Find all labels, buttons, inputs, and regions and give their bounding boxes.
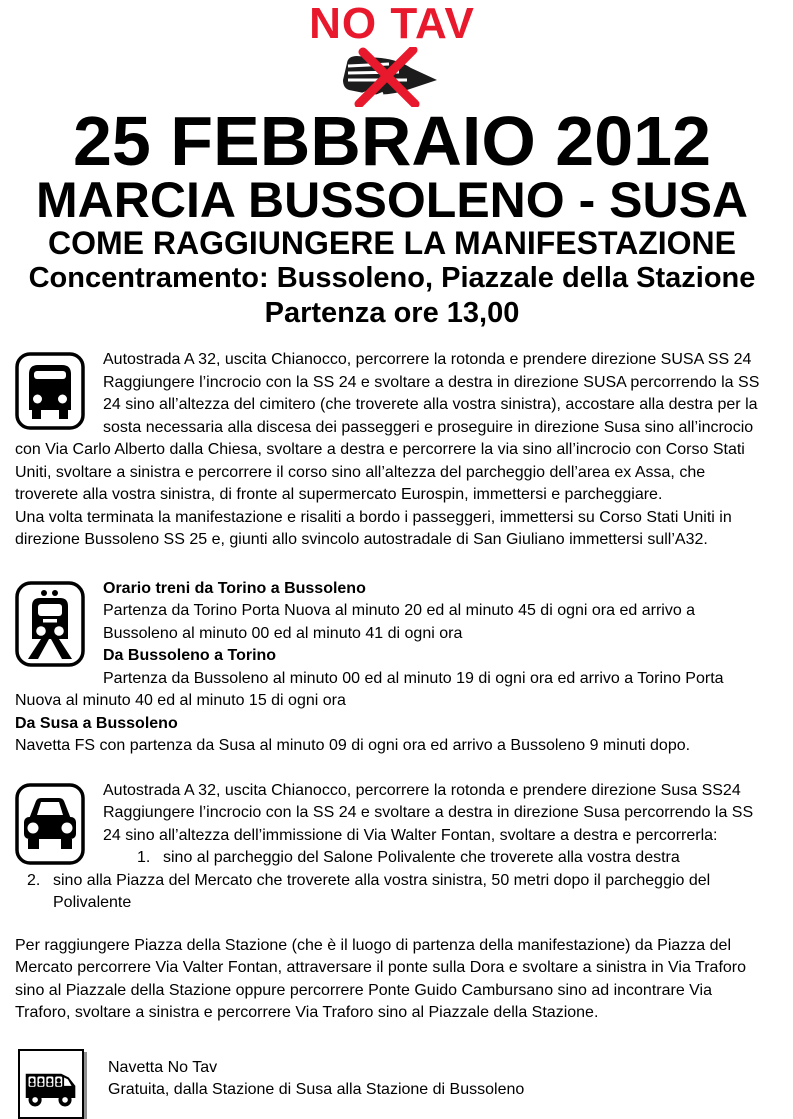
train-heading-bussoleno-torino: Da Bussoleno a Torino [103,647,277,664]
car-directions-paragraph: Autostrada A 32, uscita Chianocco, percorrere la rotonda e prendere direzione Susa SS24 Raggiungere l’incrocio con la SS 24 e svoltare a destra in direzione Susa percorrendo la SS 24 sino all’altezza dell’immissione di Via Walter Fontan, svoltare a destra e percorrerla: [103,781,754,844]
shuttle-info-line: Gratuita, dalla Stazione di Susa alla Stazione di Bussoleno [108,1081,525,1098]
car-icon [15,783,85,865]
bus-icon [15,352,85,430]
bus-directions-paragraph-1: Autostrada A 32, uscita Chianocco, percorrere la rotonda e prendere direzione SUSA SS 24 Raggiungere l’incrocio con la SS 24 e svoltare a destra in direzione SUSA percorrendo la SS 24 sino all’altezza del cimitero (che troverete alla vostra sinistra), accostare alla destra per la sosta necessaria alla discesa dei passeggeri e proseguire in direzione Susa sino all’incrocio con Via Carlo Alberto dalla Chiesa, svoltare a destra e percorrere la via sino all’incrocio con Corso Stati Uniti, svoltare a sinistra e percorrere il corso sino all’altezza del parcheggio dell’area ex Assa, che troverete alla vostra sinistra, di fronte al supermercato Eurospin, immettersi e parcheggiare. [15,351,760,503]
car-list-item-2-text: sino alla Piazza del Mercato che troverete alla vostra sinistra, 50 metri dopo il parcheggio del Polivalente [53,871,711,911]
no-tav-title: NO TAV [309,0,475,48]
departure-time-line: Partenza ore 13,00 [264,297,520,329]
bus-section [15,349,769,552]
train-icon [15,581,85,667]
car-list-item-1-text: sino al parcheggio del Salone Polivalente che troverete alla vostra destra [163,849,680,866]
car-list-item-1 [103,847,769,870]
date-title: 25 FEBBRAIO 2012 [72,102,712,180]
train-paragraph-torino-bussoleno: Partenza da Torino Porta Nuova al minuto 20 ed al minuto 45 di ogni ora ed arrivo a Bussoleno al minuto 00 ed al minuto 41 di ogni ora [103,602,696,642]
train-heading-torino-bussoleno: Orario treni da Torino a Bussoleno [103,579,366,597]
shuttle-name-line: Navetta No Tav [108,1058,218,1076]
car-section [15,780,769,915]
no-tav-crossed-train-icon [15,47,769,107]
march-title: MARCIA BUSSOLENO - SUSA [35,172,749,228]
car-list-item-2-number: 2. [27,871,41,889]
car-list-item-1-number: 1. [137,849,151,866]
train-section [15,578,769,758]
meeting-point-line: Concentramento: Bussoleno, Piazzale della Stazione [28,262,756,294]
how-to-reach-heading: COME RAGGIUNGERE LA MANIFESTAZIONE [48,225,736,261]
train-heading-susa-bussoleno: Da Susa a Bussoleno [15,714,178,732]
shuttle-text [15,1049,769,1102]
train-paragraph-bussoleno-torino: Partenza da Bussoleno al minuto 00 ed al minuto 19 di ogni ora ed arrivo a Torino Porta Nuova al minuto 40 ed al minuto 15 di ogni ora [15,669,724,709]
train-paragraph-susa-bussoleno: Navetta FS con partenza da Susa al minuto 09 di ogni ora ed arrivo a Bussoleno 9 minuti dopo. [15,737,691,754]
car-list-item-2 [15,870,769,915]
shuttle-minibus-icon [18,1049,84,1119]
bus-directions-paragraph-2: Una volta terminata la manifestazione e risaliti a bordo i passeggeri, immettersi su Corso Stati Uniti in direzione Bussoleno SS 25 e, giunti allo svincolo autostradale di San Giuliano immettersi sull’A32. [15,508,732,548]
walking-directions-paragraph: Per raggiungere Piazza della Stazione (che è il luogo di partenza della manifestazione) da Piazza del Mercato percorrere Via Valter Fontan, attraversare il ponte sulla Dora e svoltare a sinistra in Via Traforo sino al Piazzale della Stazione oppure percorrere Ponte Guido Cambursano sino ad incontrare Via Traforo, svoltare a sinistra e percorrere Via Traforo sino al Piazzale della Stazione. [15,936,747,1021]
shuttle-section [15,1049,769,1119]
